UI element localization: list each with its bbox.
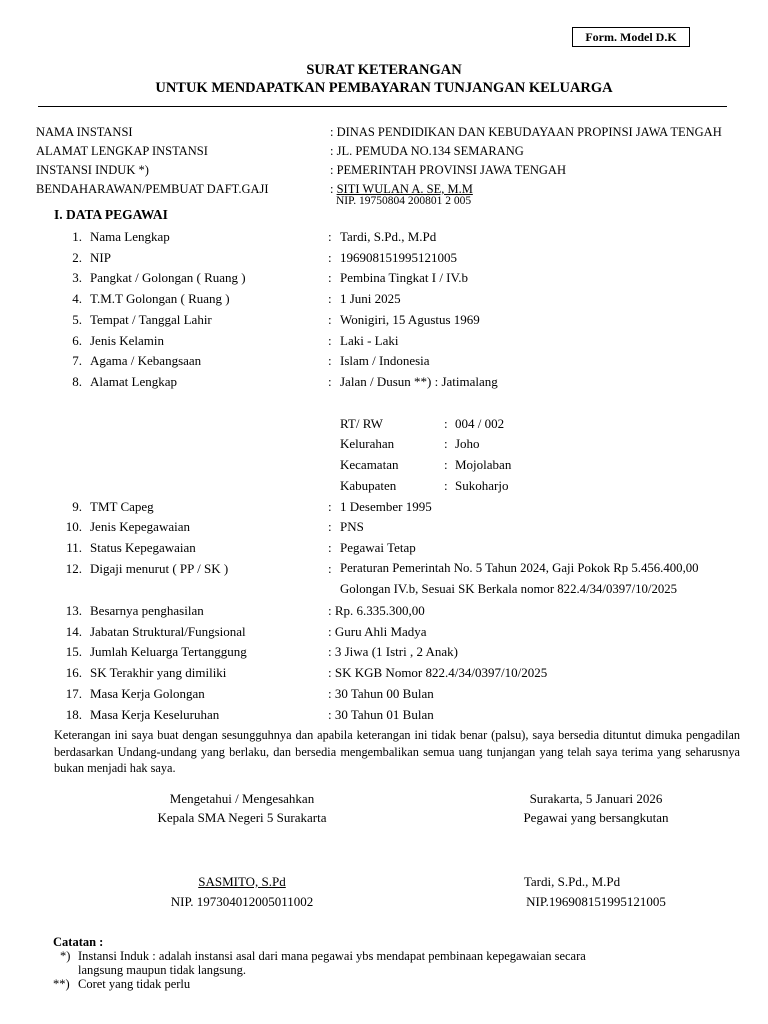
- left-sign-line1: Mengetahui / Mengesahkan: [169, 791, 315, 806]
- item-label: Jumlah Keluarga Tertanggung: [90, 644, 247, 659]
- item-colon: :: [328, 499, 332, 514]
- item-label: Nama Lengkap: [90, 229, 170, 244]
- item-value: Islam / Indonesia: [340, 353, 430, 368]
- right-sign-line2: Pegawai yang bersangkutan: [523, 810, 669, 825]
- item-number: 7.: [72, 353, 82, 368]
- note-text-continuation: langsung maupun tidak langsung.: [78, 963, 247, 977]
- address-value: Mojolaban: [455, 457, 512, 472]
- item-value: Laki - Laki: [340, 333, 399, 348]
- item-label: Masa Kerja Golongan: [90, 686, 205, 701]
- treasurer-nip: NIP. 19750804 200801 2 005: [336, 195, 472, 207]
- item-value: Wonigiri, 15 Agustus 1969: [340, 312, 480, 327]
- document-title: SURAT KETERANGAN: [306, 62, 462, 78]
- item-value: PNS: [340, 519, 364, 534]
- item-colon: :: [328, 519, 332, 534]
- document-subtitle: UNTUK MENDAPATKAN PEMBAYARAN TUNJANGAN KELUARGA: [155, 80, 613, 96]
- address-value: 004 / 002: [455, 416, 505, 431]
- note-text: Instansi Induk : adalah instansi asal dari mana pegawai ybs mendapat pembinaan kepegawaian secara: [78, 949, 586, 963]
- item-number: 4.: [72, 291, 82, 306]
- item-value: : SK KGB Nomor 822.4/34/0397/10/2025: [328, 665, 548, 680]
- statement-paragraph: Keterangan ini saya buat dengan sesungguhnya dan apabila keterangan ini tidak benar (palsu), saya bersedia dituntut dimuka pengadilan berdasarkan Undang-undang yang berlaku, dan bersedia mengembalikan semua uang tunjangan yang telah saya terima yang seharusnya bukan menjadi hak saya.: [54, 728, 740, 775]
- item-value: : 3 Jiwa (1 Istri , 2 Anak): [328, 644, 458, 659]
- note-mark: **): [53, 977, 70, 991]
- item-value: 196908151995121005: [340, 250, 457, 265]
- item-number: 5.: [72, 312, 82, 327]
- item-label: Tempat / Tanggal Lahir: [90, 312, 212, 327]
- form-model-label: Form. Model D.K: [572, 27, 690, 47]
- item-label: Pangkat / Golongan ( Ruang ): [90, 270, 246, 285]
- item-value: Pembina Tingkat I / IV.b: [340, 270, 468, 285]
- notes-title: Catatan :: [53, 935, 104, 949]
- item-label: Status Kepegawaian: [90, 540, 196, 555]
- item-label: SK Terakhir yang dimiliki: [90, 665, 227, 680]
- address-colon: :: [444, 457, 448, 472]
- note-text: Coret yang tidak perlu: [78, 977, 191, 991]
- item-label: Masa Kerja Keseluruhan: [90, 707, 220, 722]
- header-label-bendahara: BENDAHARAWAN/PEMBUAT DAFT.GAJI: [36, 182, 269, 196]
- header-value-bendahara: : SITI WULAN A. SE, M.M: [330, 182, 473, 196]
- item-value: 1 Juni 2025: [340, 291, 401, 306]
- item-label: Alamat Lengkap: [90, 374, 177, 389]
- item-number: 15.: [65, 644, 82, 659]
- item-label: TMT Capeg: [90, 499, 154, 514]
- item-colon: :: [328, 374, 332, 389]
- address-colon: :: [444, 478, 448, 493]
- address-value: Joho: [455, 436, 480, 451]
- item-number: 2.: [72, 250, 82, 265]
- item-label: Jenis Kepegawaian: [90, 519, 190, 534]
- item-number: 18.: [65, 707, 82, 722]
- item-number: 17.: [65, 686, 82, 701]
- header-value-induk: : PEMERINTAH PROVINSI JAWA TENGAH: [330, 163, 566, 177]
- address-value: Sukoharjo: [455, 478, 509, 493]
- header-label-induk: INSTANSI INDUK *): [36, 163, 149, 177]
- header-label-alamat: ALAMAT LENGKAP INSTANSI: [36, 144, 208, 158]
- item-value: Pegawai Tetap: [340, 540, 416, 555]
- left-sign-name: SASMITO, S.Pd: [198, 874, 286, 889]
- item-number: 10.: [65, 519, 82, 534]
- item-value-continuation: Golongan IV.b, Sesuai SK Berkala nomor 822.4/34/0397/10/2025: [340, 582, 678, 596]
- item-number: 8.: [72, 374, 82, 389]
- right-sign-date: Surakarta, 5 Januari 2026: [529, 791, 663, 806]
- item-label: Jenis Kelamin: [90, 333, 165, 348]
- treasurer-name: SITI WULAN A. SE, M.M: [336, 182, 473, 196]
- item-label: Besarnya penghasilan: [90, 603, 204, 618]
- item-colon: :: [328, 270, 332, 285]
- left-sign-line2: Kepala SMA Negeri 5 Surakarta: [157, 810, 327, 825]
- note-mark: *): [60, 949, 71, 963]
- item-number: 3.: [72, 270, 82, 285]
- item-label: NIP: [90, 250, 111, 265]
- address-label: RT/ RW: [340, 416, 383, 431]
- item-colon: :: [328, 561, 332, 576]
- address-colon: :: [444, 436, 448, 451]
- item-number: 11.: [66, 540, 82, 555]
- item-number: 12.: [65, 561, 82, 576]
- item-value: Peraturan Pemerintah No. 5 Tahun 2024, Gaji Pokok Rp 5.456.400,00: [340, 561, 699, 575]
- item-value: Jalan / Dusun **) : Jatimalang: [340, 374, 498, 389]
- item-colon: :: [328, 333, 332, 348]
- item-colon: :: [328, 291, 332, 306]
- item-label: T.M.T Golongan ( Ruang ): [90, 291, 230, 306]
- item-number: 16.: [65, 665, 82, 680]
- item-colon: :: [328, 229, 332, 244]
- title-divider: [38, 106, 727, 107]
- item-label: Agama / Kebangsaan: [90, 353, 202, 368]
- item-colon: :: [328, 540, 332, 555]
- header-label-instansi: NAMA INSTANSI: [36, 125, 133, 139]
- right-sign-nip: NIP.196908151995121005: [526, 894, 666, 909]
- address-label: Kabupaten: [340, 478, 397, 493]
- item-value: : 30 Tahun 00 Bulan: [328, 686, 434, 701]
- item-number: 1.: [72, 229, 82, 244]
- item-value: : Rp. 6.335.300,00: [328, 603, 425, 618]
- section-title: I. DATA PEGAWAI: [54, 207, 168, 222]
- item-label: Digaji menurut ( PP / SK ): [90, 561, 229, 576]
- address-label: Kelurahan: [340, 436, 395, 451]
- address-label: Kecamatan: [340, 457, 399, 472]
- header-value-alamat: : JL. PEMUDA NO.134 SEMARANG: [330, 144, 524, 158]
- item-number: 13.: [65, 603, 82, 618]
- item-value: : Guru Ahli Madya: [328, 624, 427, 639]
- left-sign-nip: NIP. 197304012005011002: [170, 894, 314, 909]
- item-value: : 30 Tahun 01 Bulan: [328, 707, 434, 722]
- item-number: 9.: [72, 499, 82, 514]
- item-value: 1 Desember 1995: [340, 499, 432, 514]
- right-sign-name: Tardi, S.Pd., M.Pd: [523, 874, 621, 889]
- item-number: 6.: [72, 333, 82, 348]
- item-colon: :: [328, 312, 332, 327]
- item-colon: :: [328, 250, 332, 265]
- item-colon: :: [328, 353, 332, 368]
- item-value: Tardi, S.Pd., M.Pd: [340, 229, 437, 244]
- address-colon: :: [444, 416, 448, 431]
- item-number: 14.: [65, 624, 82, 639]
- header-value-instansi: : DINAS PENDIDIKAN DAN KEBUDAYAAN PROPINSI JAWA TENGAH: [330, 125, 722, 139]
- item-label: Jabatan Struktural/Fungsional: [90, 624, 246, 639]
